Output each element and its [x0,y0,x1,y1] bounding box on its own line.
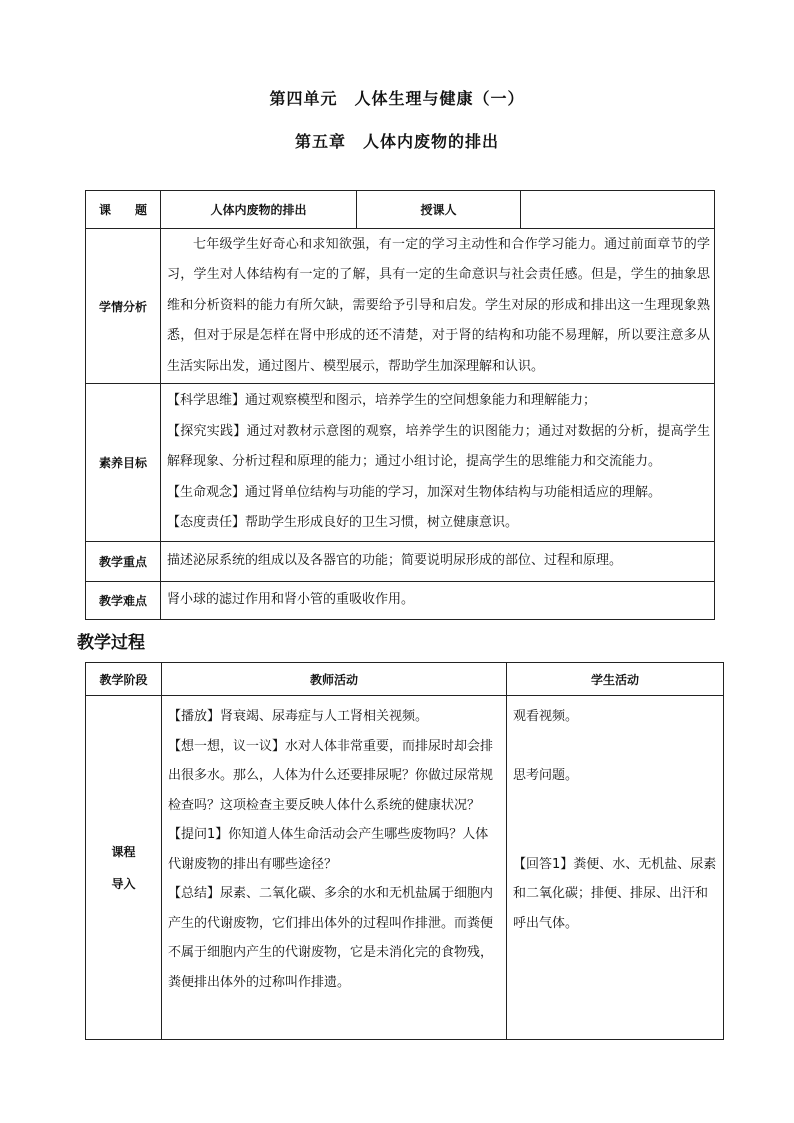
student-item: 思考问题。 [513,768,579,783]
goal-item: 【生命观念】通过肾单位结构与功能的学习，加深对生物体结构与功能相适应的理解。 [167,484,662,500]
goals-label: 素养目标 [86,384,161,542]
col-stage-header: 教学阶段 [86,663,162,696]
topic-row [86,191,715,229]
topic-value: 人体内废物的排出 [161,191,357,229]
goals-cell [161,384,715,542]
analysis-row [86,229,715,384]
topic-label: 课 题 [86,191,161,229]
stage-line: 课程 [111,844,136,859]
teacher-item: 【提问1】你知道人体生命活动会产生哪些废物吗？人体代谢废物的排出有哪些途径？ [168,827,489,872]
teacher-item: 【总结】尿素、二氧化碳、多余的水和无机盐属于细胞内产生的代谢废物，它们排出体外的过程叫作排泄。而粪便不属于细胞内产生的代谢废物，它是未消化完的食物残，粪便排出体外的过称叫作排遗。 [168,886,494,990]
difficulty-text: 肾小球的滤过作用和肾小管的重吸收作用。 [161,582,715,620]
process-heading: 教学过程 [77,633,145,653]
analysis-text: 七年级学生好奇心和求知欲强，有一定的学习主动性和合作学习能力。通过前面章节的学习，学生对人体结构有一定的了解，具有一定的生命意识与社会责任感。但是，学生的抽象思维和分析资料的能力有所欠缺，需要给予引导和启发。学生对尿的形成和排出这一生理现象熟悉，但对于尿是怎样在肾中形成的还不清楚，对于肾的结构和功能不易理解，所以要注意多从生活实际出发，通过图片、模型展示，帮助学生加深理解和认识。 [167,236,710,374]
teacher-value [521,191,715,229]
goals-row [86,384,715,542]
student-item: 观看视频。 [513,709,579,724]
teacher-item: 【播放】肾衰竭、尿毒症与人工肾相关视频。 [168,709,429,724]
teacher-item: 【想一想，议一议】水对人体非常重要，而排尿时却会排出很多水。那么，人体为什么还要排尿呢？你做过尿常规检查吗？这项检查主要反映人体什么系统的健康状况？ [168,738,494,813]
key-text: 描述泌尿系统的组成以及各器官的功能；简要说明尿形成的部位、过程和原理。 [161,542,715,582]
difficulty-label: 教学难点 [86,582,161,620]
stage-cell [86,696,162,1040]
stage-row [86,696,724,1040]
goal-item: 【态度责任】帮助学生形成良好的卫生习惯，树立健康意识。 [167,515,519,531]
process-table [85,662,724,1040]
col-teacher-header: 教师活动 [162,663,507,696]
goal-item: 【科学思维】通过观察模型和图示，培养学生的空间想象能力和理解能力； [167,393,597,409]
analysis-cell [161,229,715,384]
process-header-row [86,663,724,696]
lesson-info-table [85,190,715,620]
key-label: 教学重点 [86,542,161,582]
student-activity-cell [507,696,724,1040]
goal-item: 【探究实践】通过对教材示意图的观察，培养学生的识图能力；通过对数据的分析，提高学生解释现象、分析过程和原理的能力；通过小组讨论，提高学生的思维能力和交流能力。 [167,423,710,470]
stage-line: 导入 [111,876,136,891]
unit-title: 第四单元 人体生理与健康（一） [269,89,525,108]
key-row [86,542,715,582]
analysis-label: 学情分析 [86,229,161,384]
difficulty-row [86,582,715,620]
teacher-activity-cell [162,696,507,1040]
student-item: 【回答1】粪便、水、无机盐、尿素和二氧化碳；排便、排尿、出汗和呼出气体。 [513,856,717,931]
col-student-header: 学生活动 [507,663,724,696]
teacher-label: 授课人 [357,191,521,229]
chapter-title: 第五章 人体内废物的排出 [294,132,499,151]
